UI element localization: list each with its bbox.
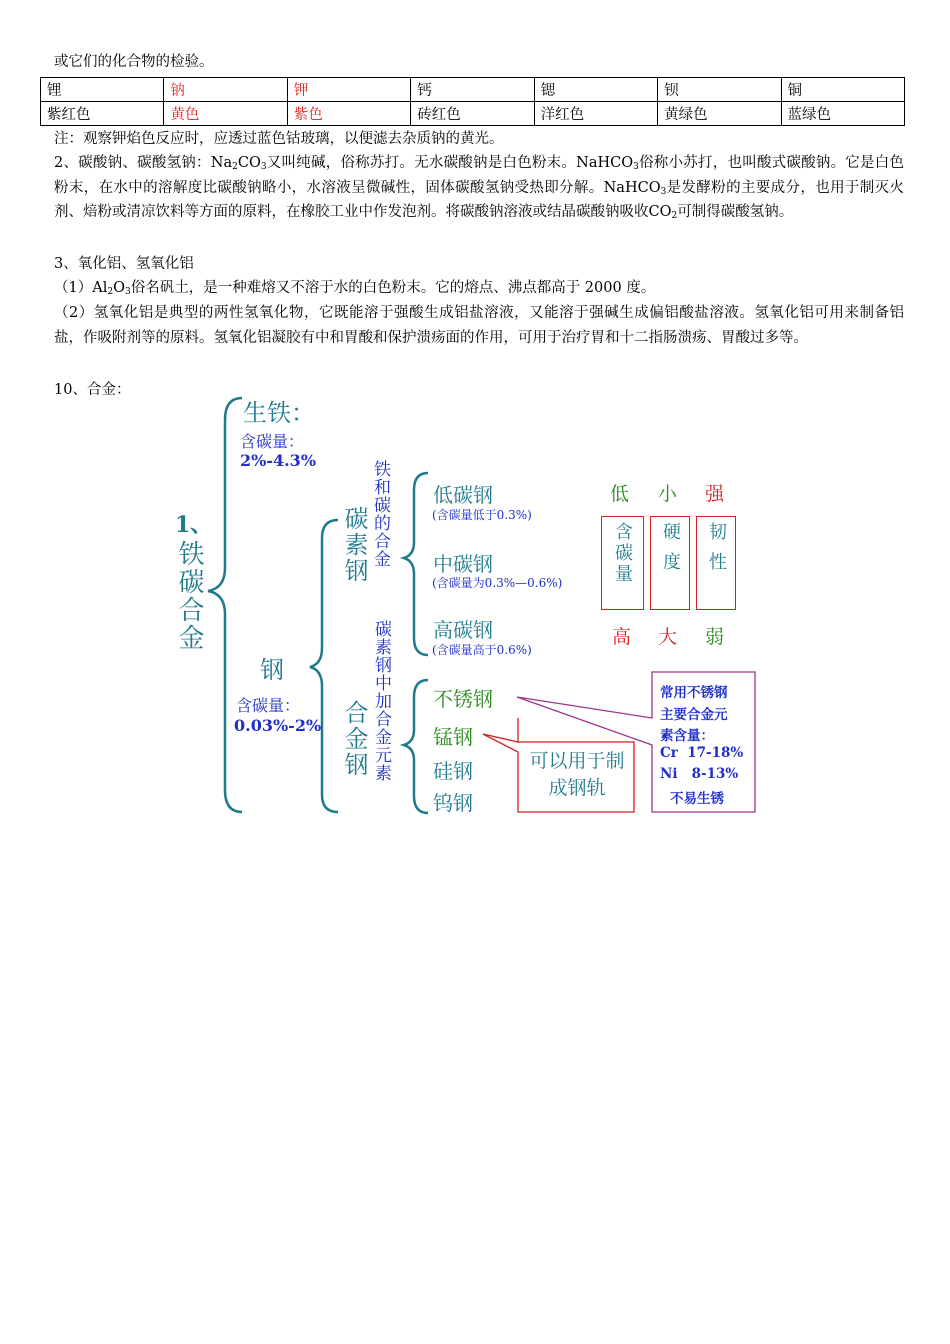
high-carbon-note: (含碳量高于0.6%) [432,643,532,657]
prop-top-strong: 强 [705,483,725,505]
mid-carbon-note: (含碳量为0.3%—0.6%) [432,576,563,590]
table-cell: 铜 [781,78,904,102]
section-3-paragraph-2: （2）氢氧化铝是典型的两性氢氧化物，它既能溶于强酸生成铝盐溶液，又能溶于强碱生成偏铝酸盐溶液。氢氧化铝可用来制备铝盐，作吸附剂等的原料。氢氧化铝凝胶有中和胃酸和保护溃疡面的作用，可用于治疗胃和十二指肠溃疡、胃酸过多等。 [54,305,904,346]
table-cell: 锶 [534,78,657,102]
prop-top-low: 低 [610,483,630,505]
steel-label: 钢 [260,656,284,684]
alloy-steel-definition: 碳素钢中加合金元素 [371,620,391,782]
pig-iron-carbon-label: 含碳量： [240,432,305,451]
stainless-note-line-2: 主要合金元 [660,707,728,723]
section-3-title: 3、氧化铝、氢氧化铝 [54,256,194,272]
section-2-paragraph: 2、碳酸钠、碳酸氢钠：$Na_2CO_3$又叫纯碱，俗称苏打。无水碳酸钠是白色粉末。NaHCO$_3$俗称小苏打，也叫酸式碳酸钠。它是白色粉末，在水中的溶解度比碳酸钠略小，水溶液呈微碱性，固体碳酸氢钠受热即分解。NaHCO$_3$是发酵粉的主要成分，也用于制灭火剂、焙粉或清凉饮料等方面的原料，在橡胶工业中作发泡剂。将碳酸钠溶液或结晶碳酸钠吸收$CO_2$可制得碳酸氢钠。 [54,155,905,221]
stainless-steel: 不锈钢 [433,687,493,711]
root-brace [208,398,242,812]
carbon-steel-label: 碳素钢 [340,506,368,584]
rail-note: 可以用于制成钢轨 [529,750,625,799]
table-cell: 紫红色 [41,102,164,126]
prop-bottom-large: 大 [658,626,678,648]
prop-bottom-high: 高 [612,626,632,648]
table-cell: 锂 [41,78,164,102]
root-number: 1、 [175,512,213,538]
stainless-note-end: 不易生锈 [670,791,724,807]
carbon-steel-brace [404,473,428,655]
steel-carbon-label: 含碳量： [236,696,301,715]
carbon-content-label: 含碳量 [612,522,633,585]
table-cell: 黄色 [164,102,287,126]
table-cell: 钡 [658,78,781,102]
note-line: 注：观察钾焰色反应时，应透过蓝色钴玻璃，以便滤去杂质钠的黄光。 [54,131,504,147]
table-cell: 紫色 [287,102,410,126]
stainless-note-line-3: 素含量： [660,728,714,744]
stainless-note-ni: Ni 8-13% [660,766,739,782]
low-carbon-steel: 低碳钢 [433,483,493,507]
toughness-label: 韧性 [706,522,727,582]
table-cell: 黄绿色 [658,102,781,126]
stainless-note-cr: Cr 17-18% [660,745,744,761]
high-carbon-steel: 高碳钢 [433,618,493,642]
alloy-steel-brace [404,680,428,813]
tungsten-steel: 钨钢 [433,791,473,815]
steel-brace [310,520,338,812]
steel-carbon-value: 0.03%-2% [234,716,322,735]
prop-top-small: 小 [658,483,678,505]
table-cell: 蓝绿色 [781,102,904,126]
table-cell: 钠 [164,78,287,102]
section-10-title: 10、合金： [54,382,131,398]
table-cell: 钙 [411,78,534,102]
mid-carbon-steel: 中碳钢 [433,552,493,576]
pig-iron-label: 生铁： [243,399,315,427]
table-cell: 洋红色 [534,102,657,126]
low-carbon-note: (含碳量低于0.3%) [432,508,532,522]
root-label: 铁碳合金 [174,540,204,652]
carbon-steel-definition: 铁和碳的合金 [370,460,390,568]
prop-bottom-weak: 弱 [705,626,725,648]
intro-line: 或它们的化合物的检验。 [54,54,214,70]
manganese-steel: 锰钢 [433,725,473,749]
table-cell: 钾 [287,78,410,102]
table-cell: 砖红色 [411,102,534,126]
section-3-paragraph-1: $(1)Al_2O_3$俗名矾土，是一种难熔又不溶于水的白色粉末。它的熔点、沸点都高于 2000 度。 [54,280,656,297]
pig-iron-carbon-value: 2%-4.3% [240,451,317,470]
alloy-steel-label: 合金钢 [340,700,368,778]
hardness-label: 硬度 [660,522,681,582]
stainless-note-line-1: 常用不锈钢 [660,685,728,701]
silicon-steel: 硅钢 [433,759,473,783]
